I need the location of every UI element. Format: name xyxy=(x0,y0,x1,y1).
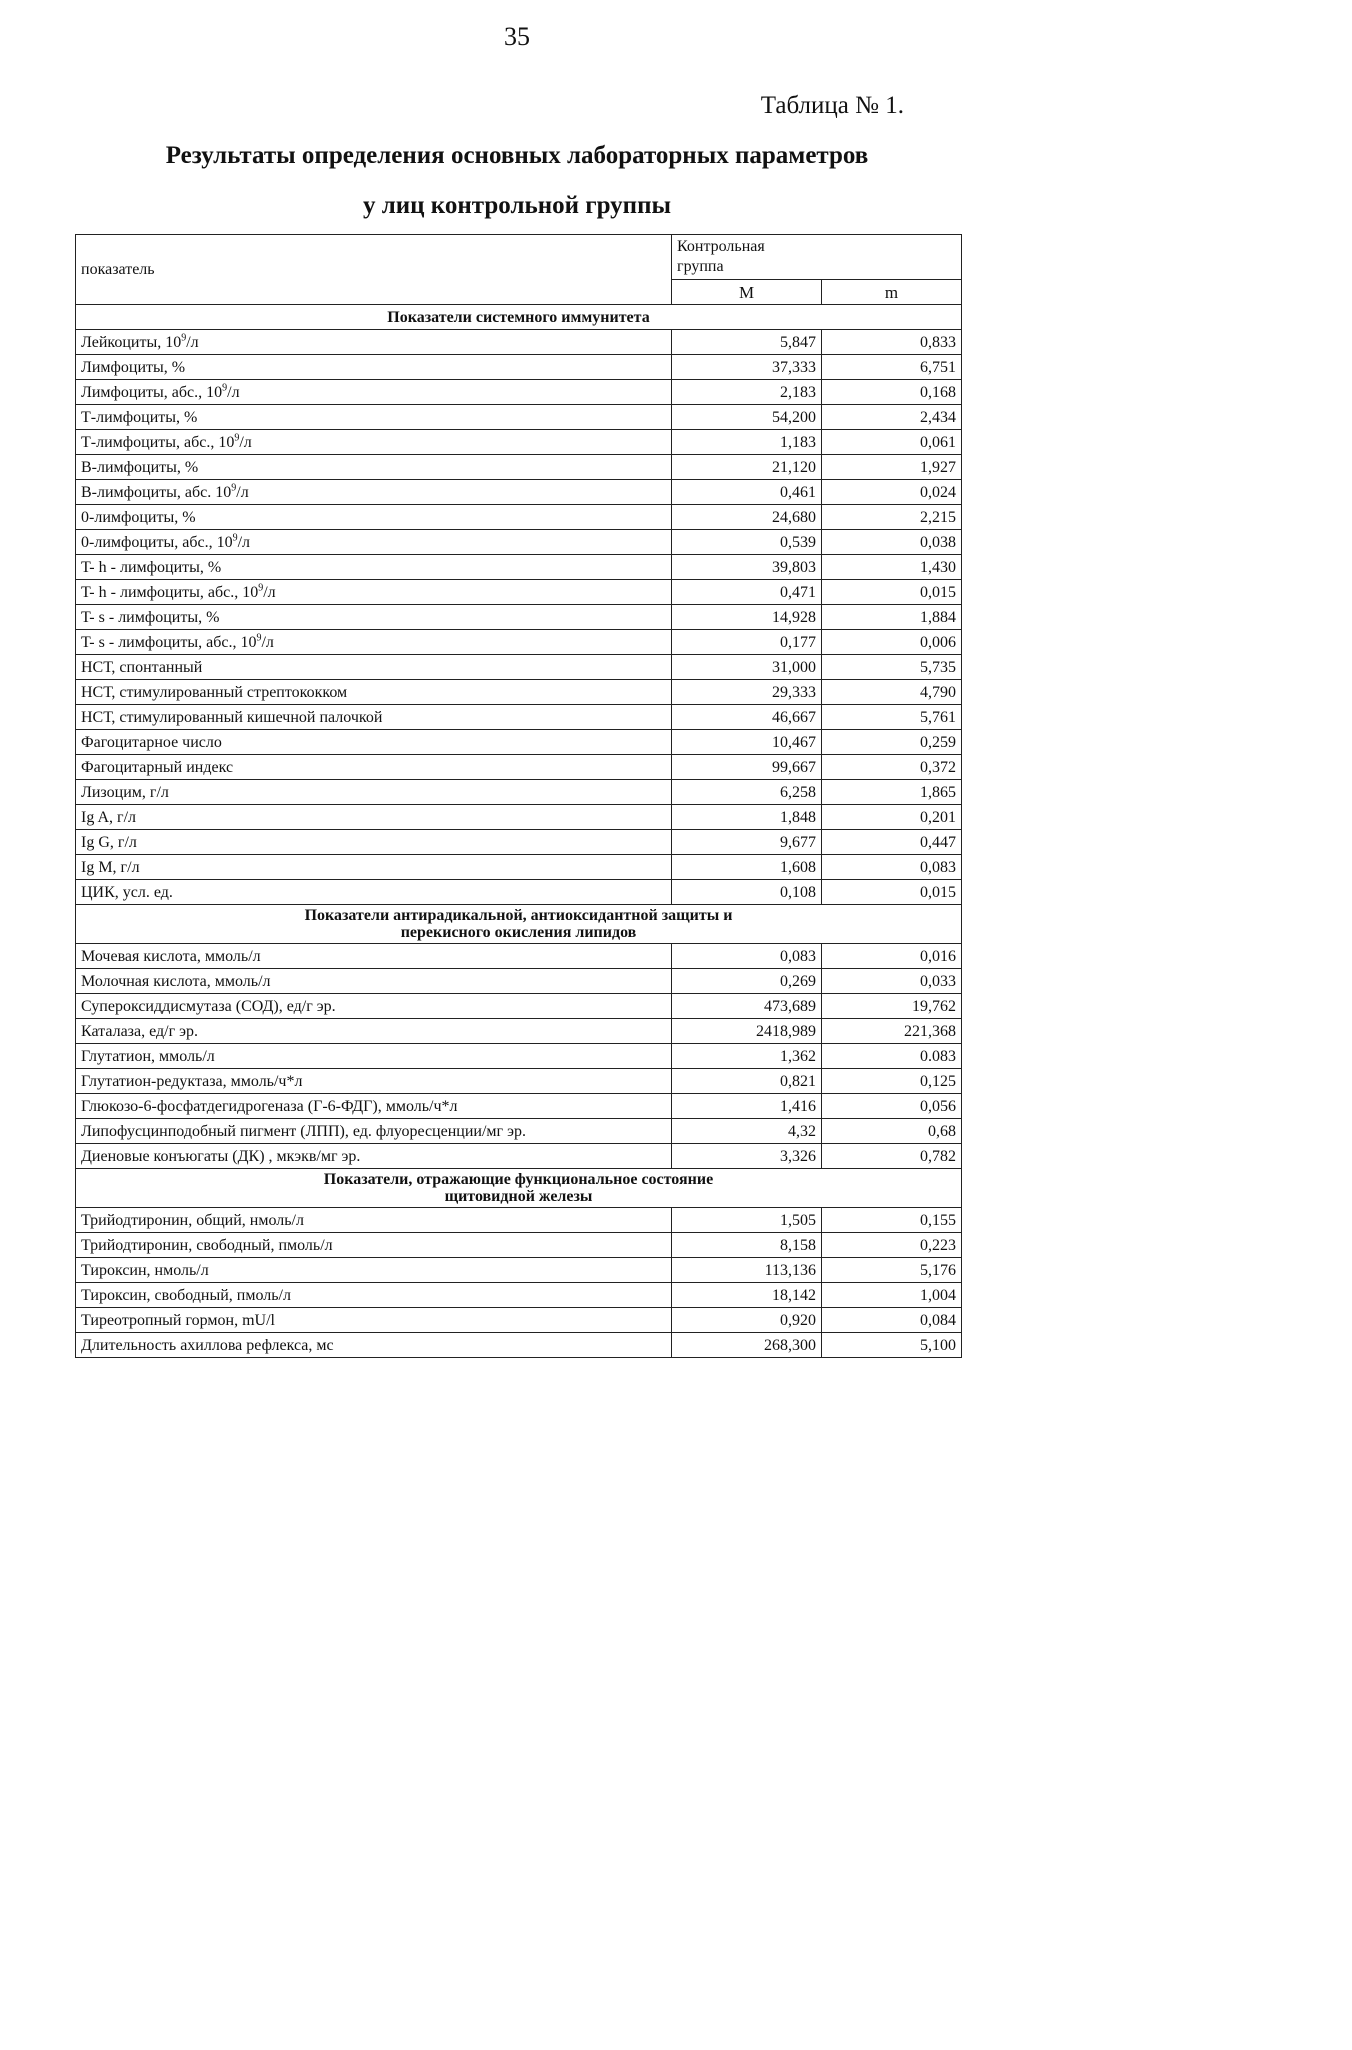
header-row xyxy=(76,235,962,280)
unit-suffix: /л xyxy=(263,583,276,601)
indicator-name-cell xyxy=(76,855,672,880)
indicator-name: В-лимфоциты, % xyxy=(81,458,199,476)
table-row xyxy=(76,805,962,830)
mean-value-cell: 54,200 xyxy=(672,405,822,430)
indicator-name: Глутатион-редуктаза, ммоль/ч*л xyxy=(81,1072,303,1090)
unit-exponent: 9 xyxy=(256,632,262,644)
indicator-name-cell xyxy=(76,755,672,780)
indicator-name-cell xyxy=(76,705,672,730)
indicator-name: Глутатион, ммоль/л xyxy=(81,1047,215,1065)
indicator-name-cell xyxy=(76,780,672,805)
indicator-name: НСТ, стимулированный стрептококком xyxy=(81,683,348,701)
unit-exponent: 9 xyxy=(258,582,264,594)
table-row xyxy=(76,355,962,380)
mean-value-cell: 5,847 xyxy=(672,330,822,355)
error-value-cell: 5,100 xyxy=(822,1333,962,1358)
indicator-name: Лейкоциты, xyxy=(81,333,166,351)
indicator-name-cell xyxy=(76,1069,672,1094)
indicator-name-cell xyxy=(76,1144,672,1169)
indicator-name: ЦИК, усл. ед. xyxy=(81,883,173,901)
error-value-cell: 0,782 xyxy=(822,1144,962,1169)
header-col-error: m xyxy=(822,280,962,305)
section-header-row xyxy=(76,305,962,330)
indicator-name-cell xyxy=(76,1233,672,1258)
indicator-name-cell xyxy=(76,355,672,380)
header-col-mean: М xyxy=(672,280,822,305)
mean-value-cell: 29,333 xyxy=(672,680,822,705)
page-number: 35 xyxy=(504,22,530,51)
indicator-name: Ig A, г/л xyxy=(81,808,136,826)
error-value-cell: 0,015 xyxy=(822,880,962,905)
table-row xyxy=(76,1233,962,1258)
indicator-name: НСТ, стимулированный кишечной палочкой xyxy=(81,708,383,726)
mean-value-cell: 3,326 xyxy=(672,1144,822,1169)
indicator-name: 0-лимфоциты, % xyxy=(81,508,196,526)
table-row xyxy=(76,944,962,969)
indicator-name: Ig G, г/л xyxy=(81,833,137,851)
error-value-cell: 0,201 xyxy=(822,805,962,830)
indicator-name-cell xyxy=(76,605,672,630)
mean-value-cell: 268,300 xyxy=(672,1333,822,1358)
mean-value-cell: 1,848 xyxy=(672,805,822,830)
table-title-line-1: Результаты определения основных лабораторных параметров xyxy=(165,142,869,169)
indicator-name: Фагоцитарный индекс xyxy=(81,758,234,776)
error-value-cell: 0,155 xyxy=(822,1208,962,1233)
indicator-name-cell xyxy=(76,830,672,855)
mean-value-cell: 2,183 xyxy=(672,380,822,405)
section-header-row xyxy=(76,905,962,944)
indicator-name-cell xyxy=(76,630,672,655)
section-title xyxy=(76,1169,962,1208)
table-row xyxy=(76,505,962,530)
unit-base: 10 xyxy=(215,483,232,501)
table-row xyxy=(76,1333,962,1358)
indicator-name: Мочевая кислота, ммоль/л xyxy=(81,947,261,965)
section-header-row xyxy=(76,1169,962,1208)
indicator-name-cell xyxy=(76,1258,672,1283)
table-row xyxy=(76,330,962,355)
mean-value-cell: 24,680 xyxy=(672,505,822,530)
mean-value-cell: 0,177 xyxy=(672,630,822,655)
table-row xyxy=(76,1019,962,1044)
table-row xyxy=(76,1258,962,1283)
indicator-name-cell xyxy=(76,944,672,969)
unit-suffix: /л xyxy=(239,433,252,451)
indicator-name: Т-лимфоциты, % xyxy=(81,408,198,426)
error-value-cell: 0.083 xyxy=(822,1044,962,1069)
error-value-cell: 0,168 xyxy=(822,380,962,405)
error-value-cell: 1,430 xyxy=(822,555,962,580)
table-row xyxy=(76,780,962,805)
error-value-cell: 5,735 xyxy=(822,655,962,680)
error-value-cell: 0,259 xyxy=(822,730,962,755)
indicator-name-cell xyxy=(76,530,672,555)
mean-value-cell: 1,416 xyxy=(672,1094,822,1119)
mean-value-cell: 10,467 xyxy=(672,730,822,755)
indicator-name: T- h - лимфоциты, % xyxy=(81,558,222,576)
error-value-cell: 0,056 xyxy=(822,1094,962,1119)
indicator-name-cell xyxy=(76,380,672,405)
lab-parameters-table xyxy=(75,234,962,1358)
table-row xyxy=(76,994,962,1019)
table-row xyxy=(76,455,962,480)
table-row xyxy=(76,630,962,655)
error-value-cell: 2,434 xyxy=(822,405,962,430)
indicator-name-cell xyxy=(76,994,672,1019)
indicator-name-cell xyxy=(76,1283,672,1308)
indicator-name-cell xyxy=(76,1044,672,1069)
mean-value-cell: 4,32 xyxy=(672,1119,822,1144)
error-value-cell: 1,927 xyxy=(822,455,962,480)
indicator-name: Тиреотропный гормон, mU/l xyxy=(81,1311,275,1329)
indicator-name: НСТ, спонтанный xyxy=(81,658,203,676)
mean-value-cell: 0,108 xyxy=(672,880,822,905)
error-value-cell: 1,865 xyxy=(822,780,962,805)
table-row xyxy=(76,830,962,855)
unit-suffix: /л xyxy=(261,633,274,651)
mean-value-cell: 0,461 xyxy=(672,480,822,505)
mean-value-cell: 473,689 xyxy=(672,994,822,1019)
indicator-name-cell xyxy=(76,805,672,830)
table-row xyxy=(76,1308,962,1333)
mean-value-cell: 39,803 xyxy=(672,555,822,580)
mean-value-cell: 0,539 xyxy=(672,530,822,555)
error-value-cell: 0,033 xyxy=(822,969,962,994)
indicator-name: Лимфоциты, % xyxy=(81,358,186,376)
unit-suffix: /л xyxy=(227,383,240,401)
indicator-name-cell xyxy=(76,455,672,480)
error-value-cell: 0,038 xyxy=(822,530,962,555)
error-value-cell: 5,176 xyxy=(822,1258,962,1283)
unit-base: 10 xyxy=(216,533,233,551)
indicator-name-cell xyxy=(76,330,672,355)
indicator-name-cell xyxy=(76,480,672,505)
error-value-cell: 0,016 xyxy=(822,944,962,969)
indicator-name-cell xyxy=(76,430,672,455)
error-value-cell: 0,061 xyxy=(822,430,962,455)
indicator-name: Трийодтиронин, свободный, пмоль/л xyxy=(81,1236,333,1254)
error-value-cell: 0,125 xyxy=(822,1069,962,1094)
section-title xyxy=(76,905,962,944)
error-value-cell: 4,790 xyxy=(822,680,962,705)
table-row xyxy=(76,730,962,755)
mean-value-cell: 37,333 xyxy=(672,355,822,380)
table-row xyxy=(76,655,962,680)
table-row xyxy=(76,1144,962,1169)
mean-value-cell: 0,920 xyxy=(672,1308,822,1333)
mean-value-cell: 6,258 xyxy=(672,780,822,805)
mean-value-cell: 99,667 xyxy=(672,755,822,780)
indicator-name: Фагоцитарное число xyxy=(81,733,222,751)
section-title xyxy=(76,305,962,330)
error-value-cell: 0,833 xyxy=(822,330,962,355)
table-row xyxy=(76,380,962,405)
section-title-line-2: щитовидной железы xyxy=(444,1188,593,1205)
indicator-name: Лизоцим, г/л xyxy=(81,783,169,801)
mean-value-cell: 21,120 xyxy=(672,455,822,480)
indicator-name: В-лимфоциты, абс. xyxy=(81,483,216,501)
mean-value-cell: 0,083 xyxy=(672,944,822,969)
unit-exponent: 9 xyxy=(232,532,238,544)
mean-value-cell: 113,136 xyxy=(672,1258,822,1283)
indicator-name: Липофусцинподобный пигмент (ЛПП), ед. флуоресценции/мг эр. xyxy=(81,1122,526,1140)
mean-value-cell: 9,677 xyxy=(672,830,822,855)
indicator-name-cell xyxy=(76,969,672,994)
unit-base: 10 xyxy=(206,383,223,401)
indicator-name-cell xyxy=(76,1019,672,1044)
table-row xyxy=(76,1044,962,1069)
indicator-name: Тироксин, нмоль/л xyxy=(81,1261,209,1279)
table-row xyxy=(76,480,962,505)
error-value-cell: 1,004 xyxy=(822,1283,962,1308)
table-row xyxy=(76,1283,962,1308)
table-row xyxy=(76,405,962,430)
unit-exponent: 9 xyxy=(234,432,240,444)
table-row xyxy=(76,705,962,730)
unit-exponent: 9 xyxy=(222,382,228,394)
error-value-cell: 2,215 xyxy=(822,505,962,530)
mean-value-cell: 0,471 xyxy=(672,580,822,605)
indicator-name: 0-лимфоциты, абс., xyxy=(81,533,217,551)
header-indicator: показатель xyxy=(76,235,672,305)
table-row xyxy=(76,969,962,994)
table-row xyxy=(76,555,962,580)
error-value-cell: 0,015 xyxy=(822,580,962,605)
table-row xyxy=(76,530,962,555)
mean-value-cell: 46,667 xyxy=(672,705,822,730)
indicator-name: T- s - лимфоциты, абс., xyxy=(81,633,241,651)
section-title-line-2: перекисного окисления липидов xyxy=(400,924,637,941)
error-value-cell: 19,762 xyxy=(822,994,962,1019)
indicator-name-cell xyxy=(76,1094,672,1119)
table-row xyxy=(76,680,962,705)
error-value-cell: 221,368 xyxy=(822,1019,962,1044)
header-group-line-2: группа xyxy=(677,258,724,275)
table-row xyxy=(76,755,962,780)
mean-value-cell: 0,821 xyxy=(672,1069,822,1094)
table-row xyxy=(76,880,962,905)
section-title-line-1: Показатели антирадикальной, антиоксидантной защиты и xyxy=(304,907,733,924)
unit-suffix: /л xyxy=(237,533,251,551)
indicator-name-cell xyxy=(76,730,672,755)
indicator-name-cell xyxy=(76,655,672,680)
table-row xyxy=(76,1069,962,1094)
indicator-name-cell xyxy=(76,405,672,430)
indicator-name-cell xyxy=(76,580,672,605)
table-title-line-2: у лиц контрольной группы xyxy=(362,192,672,219)
table-row xyxy=(76,605,962,630)
indicator-name: Глюкозо-6-фосфатдегидрогеназа (Г-6-ФДГ), ммоль/ч*л xyxy=(81,1097,458,1115)
indicator-name: Супероксиддисмутаза (СОД), ед/г эр. xyxy=(81,997,336,1015)
table-row xyxy=(76,1094,962,1119)
mean-value-cell: 1,505 xyxy=(672,1208,822,1233)
error-value-cell: 6,751 xyxy=(822,355,962,380)
error-value-cell: 0,447 xyxy=(822,830,962,855)
unit-base: 10 xyxy=(242,583,259,601)
indicator-name: Диеновые конъюгаты (ДК) , мкэкв/мг эр. xyxy=(81,1147,361,1165)
indicator-name-cell xyxy=(76,505,672,530)
header-control-group xyxy=(672,235,962,280)
indicator-name-cell xyxy=(76,555,672,580)
indicator-name: T- s - лимфоциты, % xyxy=(81,608,220,626)
table-body xyxy=(76,235,962,1358)
error-value-cell: 0,223 xyxy=(822,1233,962,1258)
indicator-name: Ig M, г/л xyxy=(81,858,140,876)
indicator-name: Т-лимфоциты, абс., xyxy=(81,433,219,451)
unit-suffix: /л xyxy=(186,333,199,351)
indicator-name: Молочная кислота, ммоль/л xyxy=(81,972,271,990)
table-caption: Таблица № 1. xyxy=(760,92,904,119)
section-title-line-1: Показатели системного иммунитета xyxy=(387,308,650,326)
table-row xyxy=(76,430,962,455)
mean-value-cell: 1,183 xyxy=(672,430,822,455)
indicator-name: T- h - лимфоциты, абс., xyxy=(81,583,243,601)
mean-value-cell: 31,000 xyxy=(672,655,822,680)
table-row xyxy=(76,855,962,880)
table-row xyxy=(76,1208,962,1233)
unit-suffix: /л xyxy=(236,483,249,501)
error-value-cell: 0,024 xyxy=(822,480,962,505)
error-value-cell: 0,084 xyxy=(822,1308,962,1333)
unit-exponent: 9 xyxy=(181,332,187,344)
mean-value-cell: 1,362 xyxy=(672,1044,822,1069)
mean-value-cell: 1,608 xyxy=(672,855,822,880)
indicator-name: Тироксин, свободный, пмоль/л xyxy=(81,1286,291,1304)
section-title-line-1: Показатели, отражающие функциональное состояние xyxy=(323,1171,714,1188)
header-group-line-1: Контрольная xyxy=(677,238,765,255)
error-value-cell: 0,68 xyxy=(822,1119,962,1144)
indicator-name-cell xyxy=(76,1333,672,1358)
mean-value-cell: 8,158 xyxy=(672,1233,822,1258)
error-value-cell: 0,083 xyxy=(822,855,962,880)
unit-base: 10 xyxy=(218,433,235,451)
error-value-cell: 0,006 xyxy=(822,630,962,655)
table-row xyxy=(76,580,962,605)
indicator-name-cell xyxy=(76,1308,672,1333)
indicator-name-cell xyxy=(76,880,672,905)
indicator-name: Длительность ахиллова рефлекса, мс xyxy=(81,1336,334,1354)
unit-base: 10 xyxy=(240,633,257,651)
indicator-name-cell xyxy=(76,1208,672,1233)
mean-value-cell: 14,928 xyxy=(672,605,822,630)
mean-value-cell: 2418,989 xyxy=(672,1019,822,1044)
table-row xyxy=(76,1119,962,1144)
indicator-name-cell xyxy=(76,680,672,705)
mean-value-cell: 0,269 xyxy=(672,969,822,994)
indicator-name: Каталаза, ед/г эр. xyxy=(81,1022,198,1040)
mean-value-cell: 18,142 xyxy=(672,1283,822,1308)
unit-exponent: 9 xyxy=(231,482,237,494)
indicator-name: Трийодтиронин, общий, нмоль/л xyxy=(81,1211,304,1229)
indicator-name-cell xyxy=(76,1119,672,1144)
indicator-name: Лимфоциты, абс., xyxy=(81,383,207,401)
error-value-cell: 1,884 xyxy=(822,605,962,630)
error-value-cell: 0,372 xyxy=(822,755,962,780)
error-value-cell: 5,761 xyxy=(822,705,962,730)
unit-base: 10 xyxy=(165,333,182,351)
